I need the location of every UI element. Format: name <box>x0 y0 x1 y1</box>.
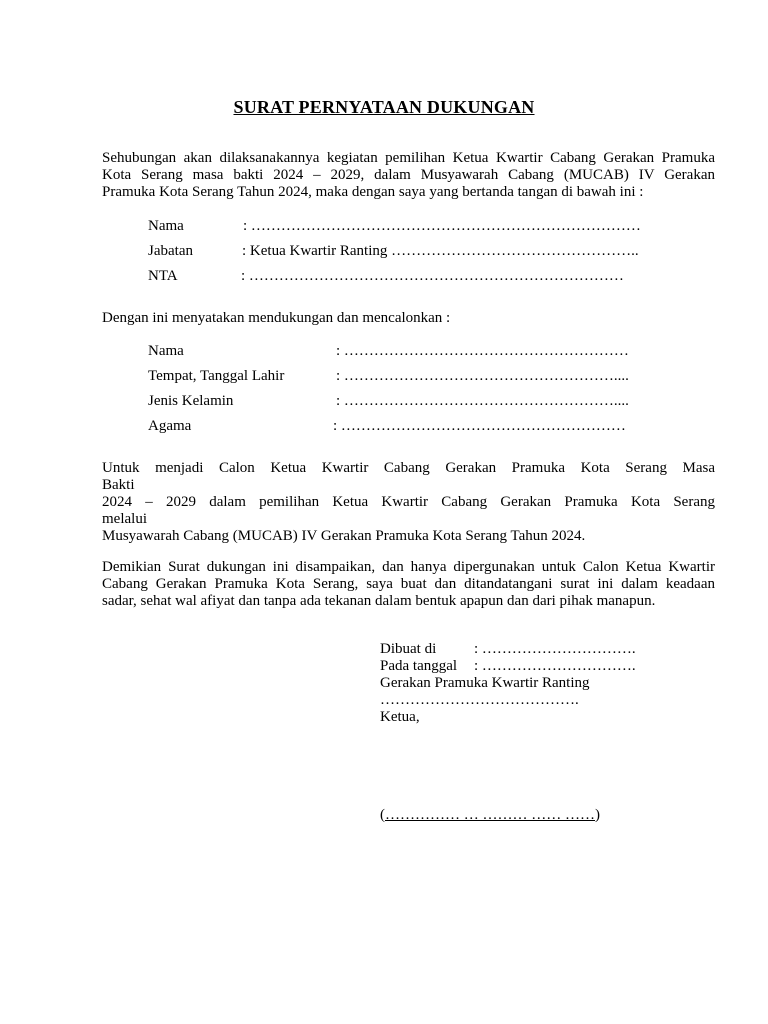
organization-line: Gerakan Pramuka Kwartir Ranting <box>380 675 590 691</box>
signature-name-line <box>380 807 600 824</box>
place-label: Dibuat di <box>380 641 437 657</box>
date-value: : …………………………. <box>474 658 636 674</box>
closing-paragraph <box>102 559 715 610</box>
field-value: : ………………………………………………………………… <box>241 268 624 284</box>
candidate-birth-field <box>148 368 629 385</box>
document-title: SURAT PERNYATAAN DUKUNGAN <box>233 97 535 117</box>
field-label: Jabatan <box>148 243 193 259</box>
paren-close: ) <box>595 807 600 823</box>
intro-line: Sehubungan akan dilaksanakannya kegiatan pemilihan Ketua Kwartir Cabang Gerakan Pramuka <box>102 150 715 166</box>
field-value: : ………………………………………………… <box>333 418 626 434</box>
purpose-paragraph <box>102 460 715 545</box>
purpose-line: Untuk menjadi Calon Ketua Kwartir Cabang Gerakan Pramuka Kota Serang Masa <box>102 460 715 476</box>
intro-line: Kota Serang masa bakti 2024 – 2029, dalam Musyawarah Cabang (MUCAB) IV Gerakan <box>102 167 715 183</box>
field-label: Nama <box>148 218 184 234</box>
intro-paragraph <box>102 150 715 201</box>
field-label: Nama <box>148 343 184 359</box>
closing-line: Cabang Gerakan Pramuka Kota Serang, saya buat dan ditandatangani surat ini dalam keadaan <box>102 576 715 592</box>
field-value: : ……………………………………………….... <box>336 393 629 409</box>
candidate-gender-field <box>148 393 629 410</box>
field-value: : …………………………………………………………………… <box>243 218 641 234</box>
field-label: Tempat, Tanggal Lahir <box>148 368 285 384</box>
candidate-name-field <box>148 343 629 360</box>
signer-position-field <box>148 243 639 260</box>
statement-paragraph <box>102 310 715 327</box>
field-label: Agama <box>148 418 192 434</box>
signature-name-dots: …………… … ……… …… …… <box>385 807 595 823</box>
signer-role: Ketua, <box>380 709 420 725</box>
paren-open: ( <box>380 807 385 823</box>
purpose-line: 2024 – 2029 dalam pemilihan Ketua Kwartir Cabang Gerakan Pramuka Kota Serang <box>102 494 715 510</box>
statement-line: Dengan ini menyatakan mendukungan dan mencalonkan : <box>102 310 451 326</box>
field-label: NTA <box>148 268 178 284</box>
purpose-line: Musyawarah Cabang (MUCAB) IV Gerakan Pramuka Kota Serang Tahun 2024. <box>102 528 586 544</box>
purpose-line: melalui <box>102 511 147 527</box>
signer-name-field <box>148 218 641 235</box>
place-field <box>380 641 636 658</box>
date-label: Pada tanggal <box>380 658 458 674</box>
purpose-line: Bakti <box>102 477 135 493</box>
field-value: : ……………………………………………….... <box>336 368 629 384</box>
signer-nta-field <box>148 268 624 285</box>
date-field <box>380 658 636 675</box>
candidate-religion-field <box>148 418 626 435</box>
field-value: : ………………………………………………… <box>336 343 629 359</box>
closing-line: Demikian Surat dukungan ini disampaikan, dan hanya dipergunakan untuk Calon Ketua Kwartir <box>102 559 715 575</box>
organization-dots: …………………………………. <box>380 692 579 708</box>
intro-line: Pramuka Kota Serang Tahun 2024, maka dengan saya yang bertanda tangan di bawah ini : <box>102 184 644 200</box>
place-value: : …………………………. <box>474 641 636 657</box>
field-label: Jenis Kelamin <box>148 393 234 409</box>
field-value: : Ketua Kwartir Ranting ………………………………………….. <box>242 243 639 259</box>
closing-line: sadar, sehat wal afiyat dan tanpa ada tekanan dalam bentuk apapun dan dari pihak manapun. <box>102 593 656 609</box>
